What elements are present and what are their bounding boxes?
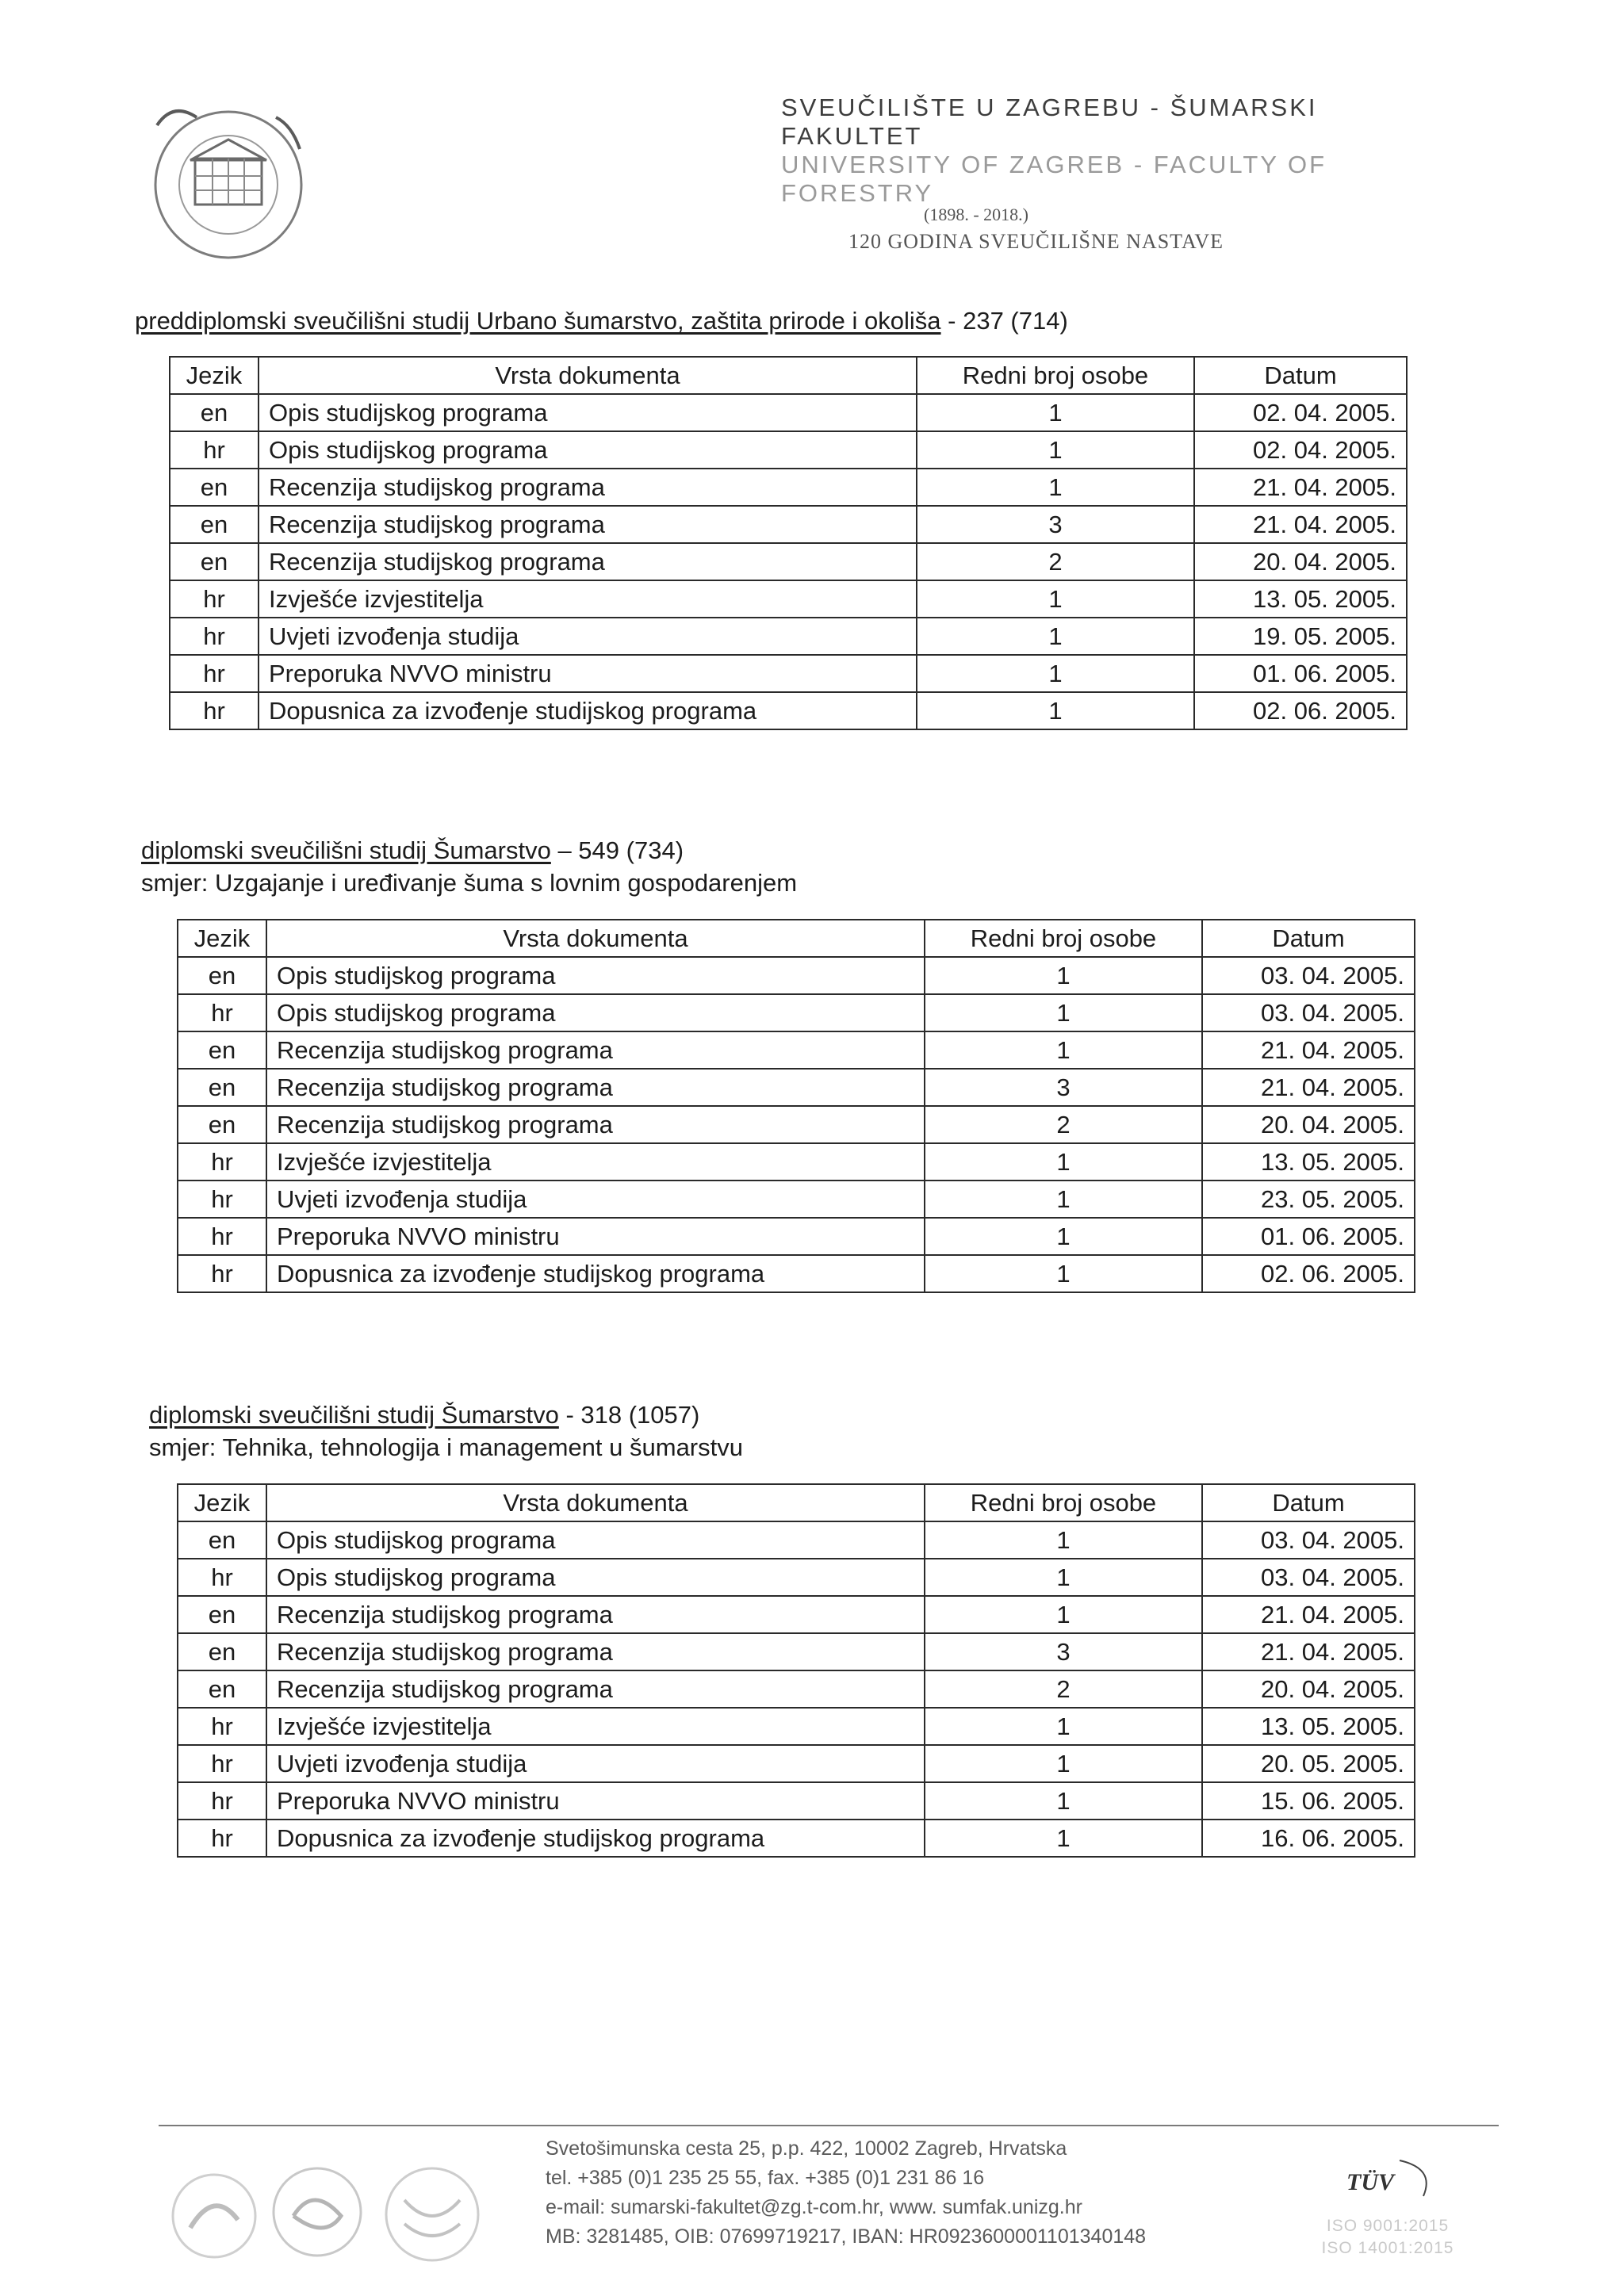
cell-date: 01. 06. 2005. (1202, 1218, 1415, 1255)
table-row (178, 1559, 1415, 1596)
cell-person-number: 1 (925, 1031, 1202, 1069)
footer-address: Svetošimunska cesta 25, p.p. 422, 10002 Zagreb, Hrvatska (546, 2137, 1067, 2160)
cell-person-number: 1 (917, 394, 1194, 431)
table-row (178, 1031, 1415, 1069)
table-row (178, 1069, 1415, 1106)
cell-person-number: 2 (925, 1670, 1202, 1708)
cell-person-number: 1 (925, 1143, 1202, 1181)
footer-emblems (167, 2152, 500, 2271)
table-header-row (170, 357, 1407, 394)
cell-language: hr (178, 1255, 266, 1292)
cell-person-number: 1 (917, 618, 1194, 655)
header-anniversary: 120 GODINA SVEUČILIŠNE NASTAVE (848, 230, 1224, 253)
col-header-doc: Vrsta dokumenta (266, 1484, 925, 1521)
col-header-date: Datum (1194, 357, 1407, 394)
section-sumarstvo-tehnika (149, 1399, 1415, 1858)
cell-language: hr (170, 580, 259, 618)
table-row (170, 506, 1407, 543)
table-row (178, 1633, 1415, 1670)
cell-document-type: Dopusnica za izvođenje studijskog programa (266, 1255, 925, 1292)
cell-date: 03. 04. 2005. (1202, 957, 1415, 994)
table-row (170, 655, 1407, 692)
cell-person-number: 1 (917, 469, 1194, 506)
table-row (170, 580, 1407, 618)
section-subtitle: smjer: Tehnika, tehnologija i management u šumarstvu (149, 1433, 743, 1461)
cell-date: 15. 06. 2005. (1202, 1782, 1415, 1820)
footer-divider (159, 2125, 1499, 2126)
cell-person-number: 3 (925, 1633, 1202, 1670)
header-university-hr: SVEUČILIŠTE U ZAGREBU - ŠUMARSKI FAKULTET (781, 94, 1318, 150)
cell-date: 02. 04. 2005. (1194, 394, 1407, 431)
cell-document-type: Opis studijskog programa (266, 957, 925, 994)
cell-language: hr (170, 618, 259, 655)
cell-date: 03. 04. 2005. (1202, 994, 1415, 1031)
cell-date: 02. 04. 2005. (1194, 431, 1407, 469)
cell-date: 21. 04. 2005. (1194, 469, 1407, 506)
documents-table (177, 919, 1415, 1293)
cell-document-type: Recenzija studijskog programa (266, 1031, 925, 1069)
cell-document-type: Recenzija studijskog programa (259, 543, 917, 580)
cell-person-number: 1 (917, 431, 1194, 469)
table-row (178, 1708, 1415, 1745)
col-header-lang: Jezik (170, 357, 259, 394)
cell-language: hr (178, 1143, 266, 1181)
cell-person-number: 1 (925, 957, 1202, 994)
cell-person-number: 1 (925, 1820, 1202, 1857)
cell-document-type: Recenzija studijskog programa (259, 506, 917, 543)
table-row (178, 1255, 1415, 1292)
cell-language: en (178, 1106, 266, 1143)
cell-language: hr (178, 1820, 266, 1857)
table-row (178, 1820, 1415, 1857)
table-row (178, 1218, 1415, 1255)
cell-date: 21. 04. 2005. (1202, 1031, 1415, 1069)
table-header-row (178, 1484, 1415, 1521)
cell-language: en (170, 394, 259, 431)
study-program-link: diplomski sveučilišni studij Šumarstvo (141, 836, 551, 864)
cell-language: en (178, 1521, 266, 1559)
study-program-code: – 549 (734) (550, 836, 684, 864)
tuv-logo-text: TÜV (1346, 2169, 1394, 2195)
cell-language: hr (170, 655, 259, 692)
cell-language: en (170, 543, 259, 580)
cell-date: 21. 04. 2005. (1194, 506, 1407, 543)
table-row (178, 994, 1415, 1031)
study-program-code: - 318 (1057) (558, 1401, 700, 1429)
cell-date: 20. 04. 2005. (1202, 1106, 1415, 1143)
cell-date: 16. 06. 2005. (1202, 1820, 1415, 1857)
cell-language: hr (178, 1559, 266, 1596)
cell-person-number: 1 (917, 692, 1194, 729)
table-row (178, 1782, 1415, 1820)
cell-person-number: 1 (925, 1708, 1202, 1745)
study-program-link: preddiplomski sveučilišni studij Urbano šumarstvo, zaštita prirode i okoliša (135, 307, 941, 335)
section-title (141, 835, 1415, 867)
cell-language: en (178, 1670, 266, 1708)
cell-language: hr (178, 994, 266, 1031)
cell-document-type: Uvjeti izvođenja studija (266, 1745, 925, 1782)
col-header-date: Datum (1202, 920, 1415, 957)
cell-person-number: 1 (925, 1782, 1202, 1820)
cell-document-type: Dopusnica za izvođenje studijskog programa (259, 692, 917, 729)
iso-14001: ISO 14001:2015 (1321, 2239, 1454, 2257)
cell-date: 03. 04. 2005. (1202, 1521, 1415, 1559)
col-header-lang: Jezik (178, 1484, 266, 1521)
table-row (178, 1521, 1415, 1559)
cell-date: 03. 04. 2005. (1202, 1559, 1415, 1596)
cell-language: en (170, 469, 259, 506)
col-header-num: Redni broj osobe (917, 357, 1194, 394)
cell-language: hr (178, 1745, 266, 1782)
cell-date: 21. 04. 2005. (1202, 1633, 1415, 1670)
cell-document-type: Preporuka NVVO ministru (266, 1218, 925, 1255)
table-row (170, 543, 1407, 580)
cell-person-number: 1 (917, 580, 1194, 618)
cell-document-type: Opis studijskog programa (266, 1521, 925, 1559)
cell-document-type: Recenzija studijskog programa (266, 1633, 925, 1670)
cell-person-number: 1 (925, 1181, 1202, 1218)
cell-person-number: 1 (917, 655, 1194, 692)
col-header-date: Datum (1202, 1484, 1415, 1521)
cell-document-type: Uvjeti izvođenja studija (259, 618, 917, 655)
header-university-en: UNIVERSITY OF ZAGREB - FACULTY OF FORESTRY (781, 151, 1327, 207)
cell-date: 21. 04. 2005. (1202, 1069, 1415, 1106)
table-row (178, 1181, 1415, 1218)
table-row (170, 618, 1407, 655)
cell-person-number: 1 (925, 1745, 1202, 1782)
table-row (178, 957, 1415, 994)
cell-language: en (178, 1069, 266, 1106)
faculty-seal-logo (141, 94, 316, 268)
cell-person-number: 2 (925, 1106, 1202, 1143)
cell-language: en (178, 957, 266, 994)
section-urbano-sumarstvo (135, 305, 1408, 730)
cell-person-number: 2 (917, 543, 1194, 580)
cell-language: hr (178, 1708, 266, 1745)
cell-date: 19. 05. 2005. (1194, 618, 1407, 655)
cell-language: en (170, 506, 259, 543)
footer-email: e-mail: sumarski-fakultet@zg.t-com.hr, www. sumfak.unizg.hr (546, 2196, 1082, 2218)
documents-table (177, 1483, 1415, 1858)
col-header-num: Redni broj osobe (925, 1484, 1202, 1521)
cell-language: hr (170, 692, 259, 729)
col-header-lang: Jezik (178, 920, 266, 957)
cell-document-type: Opis studijskog programa (266, 1559, 925, 1596)
table-row (178, 1106, 1415, 1143)
table-row (178, 1596, 1415, 1633)
section-title (149, 1399, 1415, 1431)
cell-document-type: Preporuka NVVO ministru (266, 1782, 925, 1820)
cell-date: 20. 04. 2005. (1202, 1670, 1415, 1708)
section-title (135, 305, 1408, 337)
cell-person-number: 3 (917, 506, 1194, 543)
col-header-num: Redni broj osobe (925, 920, 1202, 957)
cell-document-type: Izvješće izvjestitelja (259, 580, 917, 618)
footer-ids: MB: 3281485, OIB: 07699719217, IBAN: HR0923600001101340148 (546, 2225, 1147, 2248)
cell-document-type: Opis studijskog programa (259, 431, 917, 469)
cell-language: en (178, 1596, 266, 1633)
cell-language: hr (178, 1181, 266, 1218)
table-row (170, 431, 1407, 469)
cell-date: 01. 06. 2005. (1194, 655, 1407, 692)
cell-document-type: Opis studijskog programa (259, 394, 917, 431)
iso-9001: ISO 9001:2015 (1326, 2217, 1450, 2235)
cell-document-type: Recenzija studijskog programa (266, 1670, 925, 1708)
cell-date: 13. 05. 2005. (1202, 1143, 1415, 1181)
cell-language: en (178, 1031, 266, 1069)
section-subtitle: smjer: Uzgajanje i uređivanje šuma s lovnim gospodarenjem (141, 869, 798, 897)
cell-document-type: Recenzija studijskog programa (266, 1106, 925, 1143)
cell-document-type: Dopusnica za izvođenje studijskog programa (266, 1820, 925, 1857)
col-header-doc: Vrsta dokumenta (259, 357, 917, 394)
header-years: (1898. - 2018.) (924, 205, 1028, 224)
cell-document-type: Recenzija studijskog programa (266, 1069, 925, 1106)
cell-language: hr (170, 431, 259, 469)
footer-phone: tel. +385 (0)1 235 25 55, fax. +385 (0)1 231 86 16 (546, 2167, 985, 2189)
table-row (170, 692, 1407, 729)
cell-document-type: Izvješće izvjestitelja (266, 1143, 925, 1181)
study-program-code: - 237 (714) (940, 307, 1068, 335)
cell-language: en (178, 1633, 266, 1670)
cell-date: 02. 06. 2005. (1194, 692, 1407, 729)
col-header-doc: Vrsta dokumenta (266, 920, 925, 957)
cell-language: hr (178, 1218, 266, 1255)
footer-contact (546, 2134, 1146, 2252)
cell-date: 21. 04. 2005. (1202, 1596, 1415, 1633)
table-row (178, 1670, 1415, 1708)
cell-document-type: Izvješće izvjestitelja (266, 1708, 925, 1745)
cell-date: 20. 04. 2005. (1194, 543, 1407, 580)
cell-language: hr (178, 1782, 266, 1820)
table-row (170, 469, 1407, 506)
table-header-row (178, 920, 1415, 957)
cell-date: 20. 05. 2005. (1202, 1745, 1415, 1782)
table-row (178, 1745, 1415, 1782)
section-sumarstvo-uzgajanje (141, 835, 1415, 1293)
cell-date: 13. 05. 2005. (1194, 580, 1407, 618)
table-row (170, 394, 1407, 431)
cell-person-number: 1 (925, 994, 1202, 1031)
cell-date: 23. 05. 2005. (1202, 1181, 1415, 1218)
cell-person-number: 1 (925, 1559, 1202, 1596)
table-row (178, 1143, 1415, 1181)
cell-person-number: 1 (925, 1596, 1202, 1633)
cell-date: 13. 05. 2005. (1202, 1708, 1415, 1745)
study-program-link: diplomski sveučilišni studij Šumarstvo (149, 1401, 559, 1429)
certification-block (1308, 2149, 1467, 2275)
cell-person-number: 1 (925, 1521, 1202, 1559)
cell-document-type: Uvjeti izvođenja studija (266, 1181, 925, 1218)
cell-person-number: 1 (925, 1218, 1202, 1255)
cell-document-type: Preporuka NVVO ministru (259, 655, 917, 692)
cell-document-type: Opis studijskog programa (266, 994, 925, 1031)
cell-document-type: Recenzija studijskog programa (259, 469, 917, 506)
cell-person-number: 3 (925, 1069, 1202, 1106)
cell-document-type: Recenzija studijskog programa (266, 1596, 925, 1633)
documents-table (169, 356, 1408, 730)
cell-person-number: 1 (925, 1255, 1202, 1292)
iso-certifications (1308, 2215, 1467, 2260)
cell-date: 02. 06. 2005. (1202, 1255, 1415, 1292)
tuv-logo (1324, 2156, 1443, 2204)
